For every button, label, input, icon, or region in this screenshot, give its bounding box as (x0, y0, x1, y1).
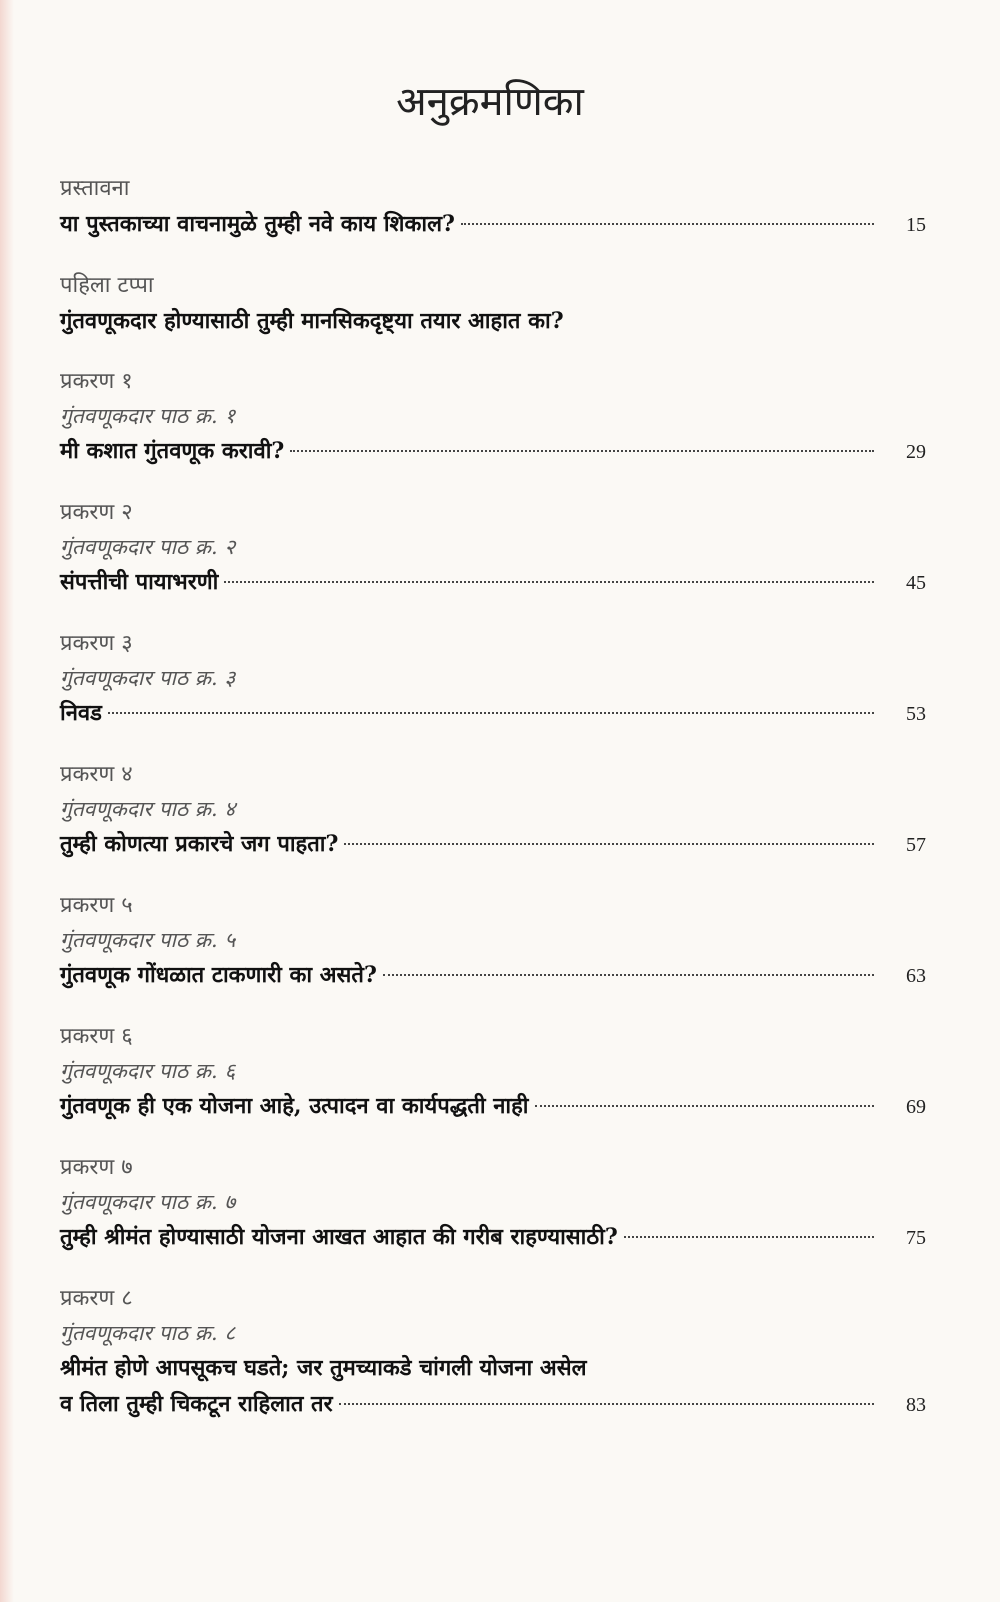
dot-leader (108, 712, 874, 714)
toc-entry (60, 1386, 926, 1423)
chapter-label: प्रकरण ५ (60, 893, 133, 918)
dot-leader (461, 223, 874, 225)
page-number: 69 (906, 1096, 926, 1118)
chapter-label: प्रकरण ४ (60, 762, 133, 787)
entry-title: व तिला तुम्ही चिकटून राहिलात तर (60, 1391, 333, 1417)
entry-title: संपत्तीची पायाभरणी (60, 569, 219, 595)
lesson-label: गुंतवणूकदार पाठ क्र. ४ (60, 797, 236, 821)
toc-entry (60, 1219, 926, 1256)
section-label: पहिला टप्पा (60, 273, 154, 298)
entry-title: तुम्ही श्रीमंत होण्यासाठी योजना आखत आहात की गरीब राहण्यासाठी? (60, 1224, 618, 1250)
toc-section-chapter-7 (60, 1151, 926, 1256)
page-number: 57 (906, 834, 926, 856)
toc-entry (60, 433, 926, 470)
entry-title: मी कशात गुंतवणूक करावी? (60, 438, 285, 464)
page-number: 53 (906, 703, 926, 725)
toc-entry (60, 957, 926, 994)
toc-section-chapter-2 (60, 496, 926, 601)
page-number: 15 (906, 214, 926, 236)
chapter-label: प्रकरण ६ (60, 1024, 133, 1049)
page-number: 75 (906, 1227, 926, 1249)
chapter-label: प्रकरण ७ (60, 1155, 133, 1180)
lesson-label: गुंतवणूकदार पाठ क्र. ५ (60, 928, 236, 952)
toc-entry (60, 564, 926, 601)
toc-section-chapter-6 (60, 1020, 926, 1125)
dot-leader (535, 1105, 875, 1107)
toc-section-stage (60, 269, 926, 339)
toc-section-chapter-4 (60, 758, 926, 863)
entry-title: तुम्ही कोणत्या प्रकारचे जग पाहता? (60, 831, 339, 857)
dot-leader (224, 581, 874, 583)
lesson-label: गुंतवणूकदार पाठ क्र. १ (60, 404, 236, 428)
lesson-label: गुंतवणूकदार पाठ क्र. २ (60, 535, 236, 559)
lesson-label: गुंतवणूकदार पाठ क्र. ७ (60, 1190, 236, 1214)
page-title: अनुक्रमणिका (396, 79, 584, 125)
toc-section-chapter-3 (60, 627, 926, 732)
dot-leader (624, 1236, 874, 1238)
dot-leader (383, 974, 874, 976)
toc-section-chapter-1 (60, 365, 926, 470)
toc-entry (60, 695, 926, 732)
stage-heading: गुंतवणूकदार होण्यासाठी तुम्ही मानसिकदृष्ट्या तयार आहात का? (60, 308, 564, 334)
entry-title: गुंतवणूक ही एक योजना आहे, उत्पादन वा कार्यपद्धती नाही (60, 1093, 529, 1119)
page-number: 63 (906, 965, 926, 987)
entry-title: या पुस्तकाच्या वाचनामुळे तुम्ही नवे काय शिकाल? (60, 211, 455, 237)
dot-leader (290, 450, 874, 452)
toc-entry (60, 206, 926, 243)
toc-entry (60, 1088, 926, 1125)
page-number: 45 (906, 572, 926, 594)
table-of-contents (60, 172, 926, 1449)
dot-leader (344, 843, 874, 845)
entry-title: निवड (60, 700, 102, 726)
dot-leader (339, 1403, 874, 1405)
lesson-label: गुंतवणूकदार पाठ क्र. ३ (60, 666, 236, 690)
page-number: 29 (906, 441, 926, 463)
chapter-label: प्रकरण १ (60, 369, 133, 394)
chapter-label: प्रकरण २ (60, 500, 133, 525)
chapter-label: प्रकरण ८ (60, 1286, 133, 1311)
lesson-label: गुंतवणूकदार पाठ क्र. ८ (60, 1321, 236, 1345)
entry-title: गुंतवणूक गोंधळात टाकणारी का असते? (60, 962, 377, 988)
toc-section-chapter-8 (60, 1282, 926, 1423)
toc-entry (60, 826, 926, 863)
section-label: प्रस्तावना (60, 176, 130, 201)
entry-title-line-1: श्रीमंत होणे आपसूकच घडते; जर तुमच्याकडे चांगली योजना असेल (60, 1355, 587, 1381)
toc-section-chapter-5 (60, 889, 926, 994)
page-number: 83 (906, 1394, 926, 1416)
chapter-label: प्रकरण ३ (60, 631, 133, 656)
toc-section-preface (60, 172, 926, 243)
lesson-label: गुंतवणूकदार पाठ क्र. ६ (60, 1059, 236, 1083)
